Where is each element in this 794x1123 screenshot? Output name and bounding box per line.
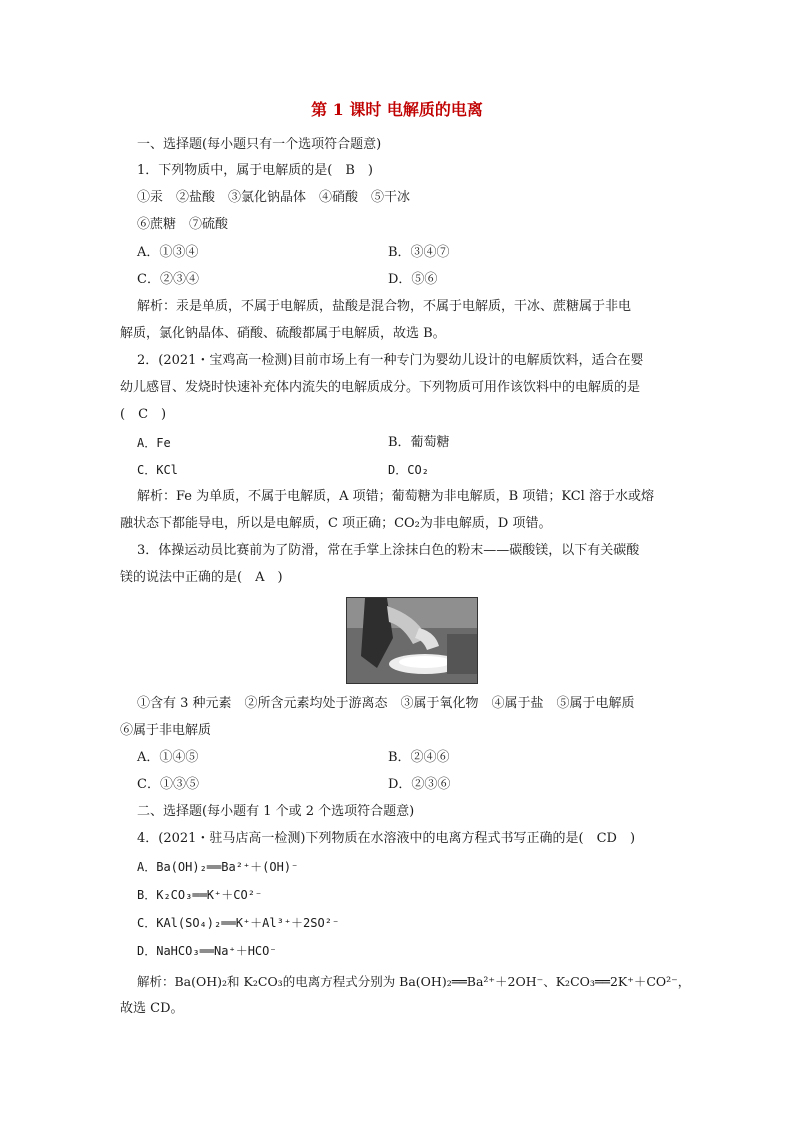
q3-option-d: D．②③⑥ bbox=[388, 777, 451, 792]
section-heading-2: 二、选择题(每小题有 1 个或 2 个选项符合题意) bbox=[137, 804, 415, 819]
q3-items-line2: ⑥属于非电解质 bbox=[120, 723, 212, 738]
q1-items-line1: ①汞 ②盐酸 ③氯化钠晶体 ④硝酸 ⑤干冰 bbox=[137, 190, 411, 205]
q4-option-a: A．Ba(OH)₂══Ba²⁺＋(OH)⁻ bbox=[137, 860, 299, 874]
q1-stem: 1．下列物质中，属于电解质的是( B ) bbox=[137, 163, 373, 178]
q3-option-a: A．①④⑤ bbox=[137, 750, 199, 765]
page-title: 第 1 课时 电解质的电离 bbox=[311, 100, 483, 119]
q1-items-line2: ⑥蔗糖 ⑦硫酸 bbox=[137, 217, 229, 232]
q1-analysis-line1: 解析：汞是单质，不属于电解质，盐酸是混合物，不属于电解质，干冰、蔗糖属于非电 bbox=[137, 299, 632, 314]
q2-option-d: D．CO₂ bbox=[388, 463, 429, 477]
q4-stem: 4．(2021・驻马店高一检测)下列物质在水溶液中的电离方程式书写正确的是( CD ) bbox=[137, 831, 636, 846]
q2-analysis-line2: 融状态下都能导电，所以是电解质，C 项正确；CO₂为非电解质，D 项错。 bbox=[120, 516, 552, 531]
q3-stem-line2: 镁的说法中正确的是( A ) bbox=[120, 570, 283, 585]
q1-option-b: B．③④⑦ bbox=[388, 245, 450, 260]
gymnast-chalk-photo bbox=[346, 597, 478, 684]
gymnast-photo-illustration bbox=[347, 598, 477, 683]
q1-option-c: C．②③④ bbox=[137, 272, 199, 287]
q2-stem-line2: 幼儿感冒、发烧时快速补充体内流失的电解质成分。下列物质可用作该饮料中的电解质的是 bbox=[120, 380, 641, 395]
section-heading-1: 一、选择题(每小题只有一个选项符合题意) bbox=[137, 137, 382, 152]
q4-analysis-line2: 故选 CD。 bbox=[120, 1001, 184, 1016]
q2-option-b: B．葡萄糖 bbox=[388, 435, 450, 450]
q3-stem-line1: 3．体操运动员比赛前为了防滑，常在手掌上涂抹白色的粉末——碳酸镁，以下有关碳酸 bbox=[137, 543, 640, 558]
q1-option-a: A．①③④ bbox=[137, 245, 199, 260]
q1-option-d: D．⑤⑥ bbox=[388, 272, 438, 287]
q2-option-a: A．Fe bbox=[137, 436, 171, 450]
q2-option-c: C．KCl bbox=[137, 463, 178, 477]
q3-option-b: B．②④⑥ bbox=[388, 750, 450, 765]
q4-option-d: D．NaHCO₃══Na⁺＋HCO⁻ bbox=[137, 944, 277, 958]
q2-stem-line3: ( C ) bbox=[120, 407, 167, 422]
q4-option-b: B．K₂CO₃══K⁺＋CO²⁻ bbox=[137, 888, 263, 902]
q2-analysis-line1: 解析：Fe 为单质，不属于电解质，A 项错；葡萄糖为非电解质，B 项错；KCl 溶于水或熔 bbox=[137, 489, 654, 504]
q4-option-c: C．KAl(SO₄)₂══K⁺＋Al³⁺＋2SO²⁻ bbox=[137, 916, 340, 930]
q4-analysis-line1: 解析：Ba(OH)₂和 K₂CO₃的电离方程式分别为 Ba(OH)₂══Ba²⁺＋2OH⁻、K₂CO₃══2K⁺＋CO²⁻， bbox=[137, 974, 691, 989]
q1-analysis-line2: 解质，氯化钠晶体、硝酸、硫酸都属于电解质，故选 B。 bbox=[120, 326, 446, 341]
q3-items-line1: ①含有 3 种元素 ②所含元素均处于游离态 ③属于氧化物 ④属于盐 ⑤属于电解质 bbox=[137, 696, 635, 711]
q3-option-c: C．①③⑤ bbox=[137, 777, 199, 792]
q2-stem-line1: 2．(2021・宝鸡高一检测)目前市场上有一种专门为婴幼儿设计的电解质饮料，适合在婴 bbox=[137, 353, 644, 368]
